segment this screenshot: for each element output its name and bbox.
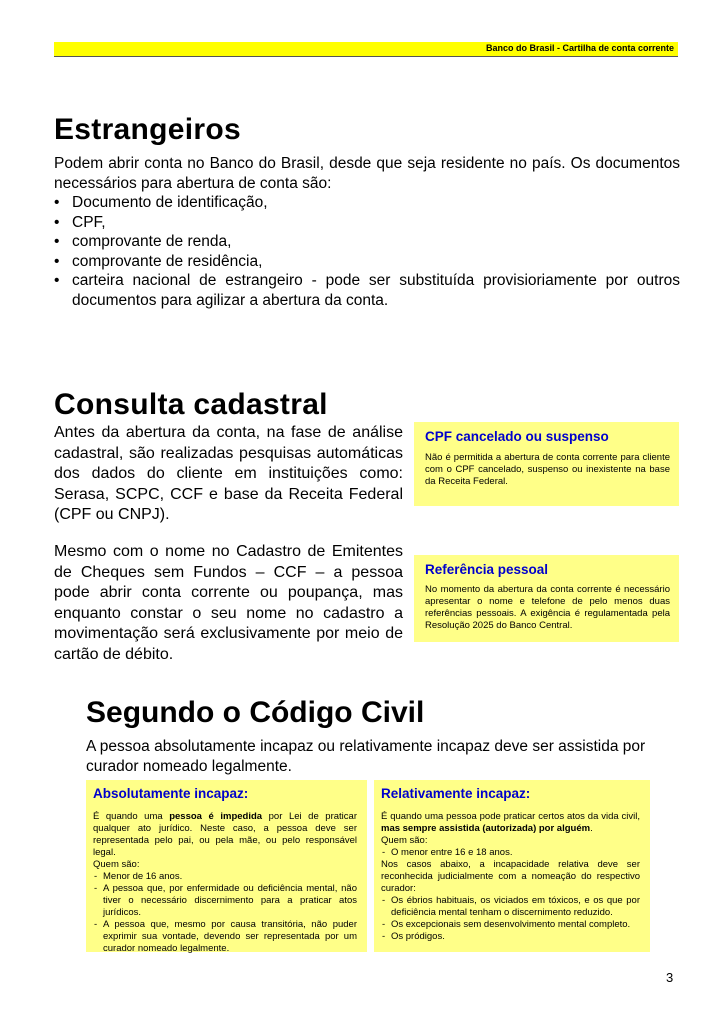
list-item: • CPF, [54, 213, 680, 233]
referencia-pessoal-text: No momento da abertura da conta corrente é necessário apresentar o nome e telefone de pelo menos duas referências pessoais. A exigência é regulamentada pela Resolução 2025 do Banco Central. [425, 584, 670, 631]
quem-sao-label: Quem são: [381, 835, 428, 846]
text-span: É quando uma [93, 811, 170, 822]
list-item: • Documento de identificação, [54, 193, 680, 213]
relativamente-incapaz-title: Relativamente incapaz: [381, 786, 531, 801]
text-span: É quando uma pessoa pode praticar certos atos da vida civil, [381, 811, 640, 822]
estrangeiros-intro: Podem abrir conta no Banco do Brasil, desde que seja residente no país. Os documentos necessários para abertura de conta são: [54, 155, 680, 192]
list-item: - Menor de 16 anos. [93, 871, 357, 883]
relativamente-incapaz-box [374, 780, 650, 952]
emphasis-text: mas sempre assistida (autorizada) por alguém [381, 823, 591, 834]
quem-sao-label: Quem são: [93, 859, 140, 870]
header-bar [54, 42, 678, 57]
relativamente-list-2 [381, 895, 640, 943]
section-title-codigo-civil: Segundo o Código Civil [86, 696, 425, 729]
referencia-pessoal-box [414, 555, 679, 642]
emphasis-text: pessoa é impedida [169, 811, 263, 822]
codigo-civil-intro: A pessoa absolutamente incapaz ou relativamente incapaz deve ser assistida por curador nomeado legalmente. [86, 738, 646, 775]
relativamente-list-1 [381, 847, 640, 859]
estrangeiros-document-list [54, 193, 680, 310]
consulta-paragraph-1: Antes da abertura da conta, na fase de análise cadastral, são realizadas pesquisas automáticas dos dados do cliente em instituições como: Serasa, SCPC, CCF e base da Receita Federal (CPF ou CNPJ). [54, 424, 403, 523]
section-title-estrangeiros: Estrangeiros [54, 113, 241, 146]
header-title: Banco do Brasil - Cartilha de conta corrente [485, 43, 674, 53]
list-item: - O menor entre 16 e 18 anos. [381, 847, 640, 859]
list-item: - Os excepcionais sem desenvolvimento mental completo. [381, 919, 640, 931]
relativamente-mid-text: Nos casos abaixo, a incapacidade relativa deve ser reconhecida judicialmente com a nomeação do respectivo curador: [381, 859, 640, 894]
list-item: • comprovante de residência, [54, 252, 680, 272]
relativamente-incapaz-text [381, 811, 640, 943]
text-span: por Lei de praticar qualquer ato jurídico. Neste caso, a pessoa deve ser representada pelo pai, ou pela mãe, ou pelo responsável legal. [93, 811, 357, 858]
list-item: - A pessoa que, por enfermidade ou deficiência mental, não tiver o necessário discernimento para a praticar atos jurídicos. [93, 883, 357, 919]
absolutamente-list [93, 871, 357, 955]
absolutamente-incapaz-text [93, 811, 357, 955]
cpf-cancelado-title: CPF cancelado ou suspenso [425, 429, 609, 444]
list-item: - Os pródigos. [381, 931, 640, 943]
list-item: - A pessoa que, mesmo por causa transitória, não puder exprimir sua vontade, devendo ser representada por um curador nomeado legalmente. [93, 919, 357, 955]
page-number: 3 [666, 970, 674, 985]
referencia-pessoal-title: Referência pessoal [425, 562, 549, 577]
cpf-cancelado-text: Não é permitida a abertura de conta corrente para cliente com o CPF cancelado, suspenso ou inexistente na base da Receita Federal. [425, 452, 670, 487]
consulta-paragraph-2: Mesmo com o nome no Cadastro de Emitentes de Cheques sem Fundos – CCF – a pessoa pode abrir conta corrente ou poupança, mas enquanto constar o seu nome no cadastro a movimentação será exclusivamente por meio de cartão de débito. [54, 543, 403, 663]
list-item: • carteira nacional de estrangeiro - pode ser substituída provisioriamente por outros documentos para agilizar a abertura da conta. [54, 271, 680, 310]
absolutamente-incapaz-box [86, 780, 367, 952]
text-span: . [590, 823, 593, 834]
absolutamente-incapaz-title: Absolutamente incapaz: [93, 786, 249, 801]
list-item: • comprovante de renda, [54, 232, 680, 252]
list-item: - Os ébrios habituais, os viciados em tóxicos, e os que por deficiência mental tenham o discernimento reduzido. [381, 895, 640, 919]
cpf-cancelado-box [414, 422, 679, 506]
section-title-consulta-cadastral: Consulta cadastral [54, 388, 328, 421]
